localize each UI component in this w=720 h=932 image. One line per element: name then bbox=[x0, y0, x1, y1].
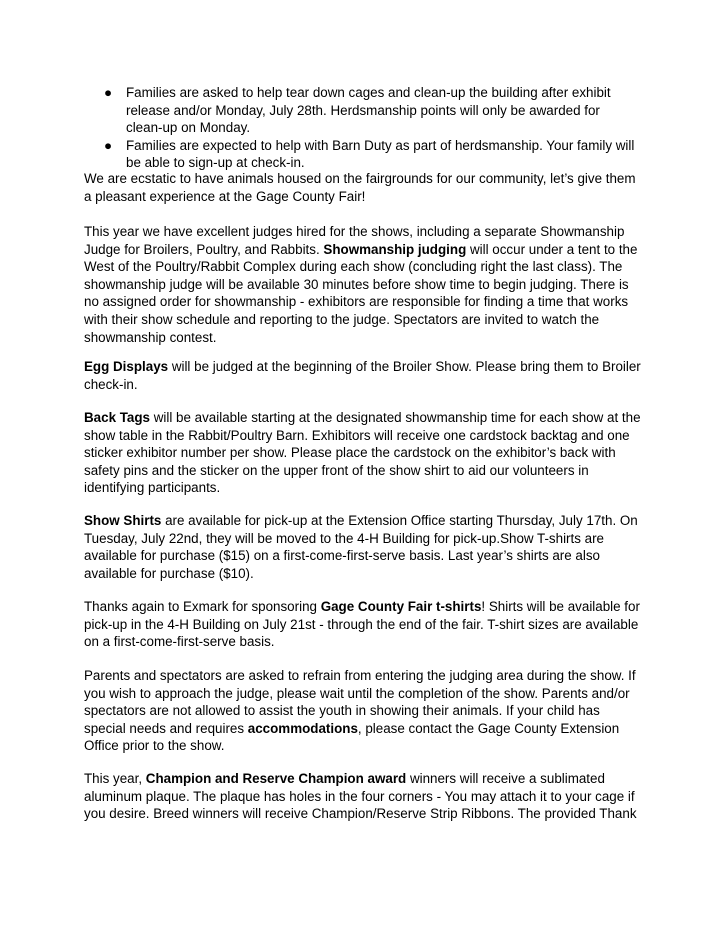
paragraph-egg-displays bbox=[84, 358, 644, 393]
bullet-icon: ● bbox=[104, 137, 113, 153]
text: will be judged at the beginning of the Broiler Show. Please bring them to Broiler check-in. bbox=[84, 359, 641, 392]
text: winners will receive a sublimated aluminum plaque. The plaque has holes in the four corners - You may attach it to your cage if you desire. Breed winners will receive Champion/Reserve Strip Ribbons. The provided Thank bbox=[84, 771, 637, 822]
text: This year, bbox=[84, 771, 146, 786]
list-item bbox=[100, 84, 640, 137]
bold-text: Showmanship judging bbox=[323, 241, 467, 257]
text: will be available starting at the designated showmanship time for each show at the show table in the Rabbit/Poultry Barn. Exhibitors will receive one cardstock backtag and one sticker exhibitor number per show. Please place the cardstock on the exhibitor’s back with safety pins and the sticker on the upper front of the show shirt to aid our volunteers in identifying participants. bbox=[84, 410, 641, 496]
paragraph-judges bbox=[84, 223, 644, 346]
bullet-list bbox=[100, 84, 640, 172]
bold-text: Show Shirts bbox=[84, 513, 162, 528]
text: Parents and spectators are asked to refrain from entering the judging area during the show. If you wish to approach the judge, please wait until the completion of the show. Parents and/or spectators are not allowed to assist the youth in showing their animals. If your child has special needs and requires bbox=[84, 668, 636, 736]
text: ! Shirts will be available for pick-up in the 4-H Building on July 21st - through the end of the fair. T-shirt sizes are available on a first-come-first-serve basis. bbox=[84, 599, 640, 650]
text: Thanks again to Exmark for sponsoring bbox=[84, 599, 321, 614]
bullet-text: Families are asked to help tear down cages and clean-up the building after exhibit release and/or Monday, July 28th. Herdsmanship points will only be awarded for clean-up on Monday. bbox=[126, 85, 611, 136]
paragraph-parents bbox=[84, 667, 644, 755]
text: will occur under a tent to the West of the Poultry/Rabbit Complex during each show (concluding right the last class). The showmanship judge will be available 30 minutes before show time to begin judging. There is no assigned order for showmanship - exhibitors are responsible for finding a time that works with their show schedule and reporting to the judge. Spectators are invited to watch the showmanship contest. bbox=[84, 241, 638, 345]
bold-text: Egg Displays bbox=[84, 359, 169, 374]
paragraph-show-shirts bbox=[84, 512, 644, 582]
bold-text: Back Tags bbox=[84, 410, 150, 425]
text: This year we have excellent judges hired for the shows, including a separate Showmanship Judge for Broilers, Poultry, and Rabbits. bbox=[84, 224, 625, 257]
text: are available for pick-up at the Extension Office starting Thursday, July 17th. On Tuesday, July 22nd, they will be moved to the 4-H Building for pick-up.Show T-shirts are available for purchase ($15) on a first-come-first-serve basis. Last year’s shirts are also available for purchase ($10). bbox=[84, 513, 638, 581]
bullet-icon: ● bbox=[104, 85, 113, 100]
text: , please contact the Gage County Extension Office prior to the show. bbox=[84, 720, 620, 754]
paragraph-ecstatic: We are ecstatic to have animals housed on the fairgrounds for our community, let’s give them a pleasant experience at the Gage County Fair! bbox=[84, 171, 636, 204]
bold-text: Gage County Fair t-shirts bbox=[320, 599, 482, 614]
paragraph-back-tags bbox=[84, 409, 644, 497]
list-item bbox=[100, 137, 640, 172]
bullet-text: Families are expected to help with Barn Duty as part of herdsmanship. Your family will be able to sign-up at check-in. bbox=[126, 137, 635, 171]
paragraph-champion bbox=[84, 770, 644, 823]
bold-text: Champion and Reserve Champion award bbox=[145, 771, 407, 786]
bold-text: accommodations bbox=[247, 720, 358, 736]
paragraph-exmark bbox=[84, 598, 644, 651]
